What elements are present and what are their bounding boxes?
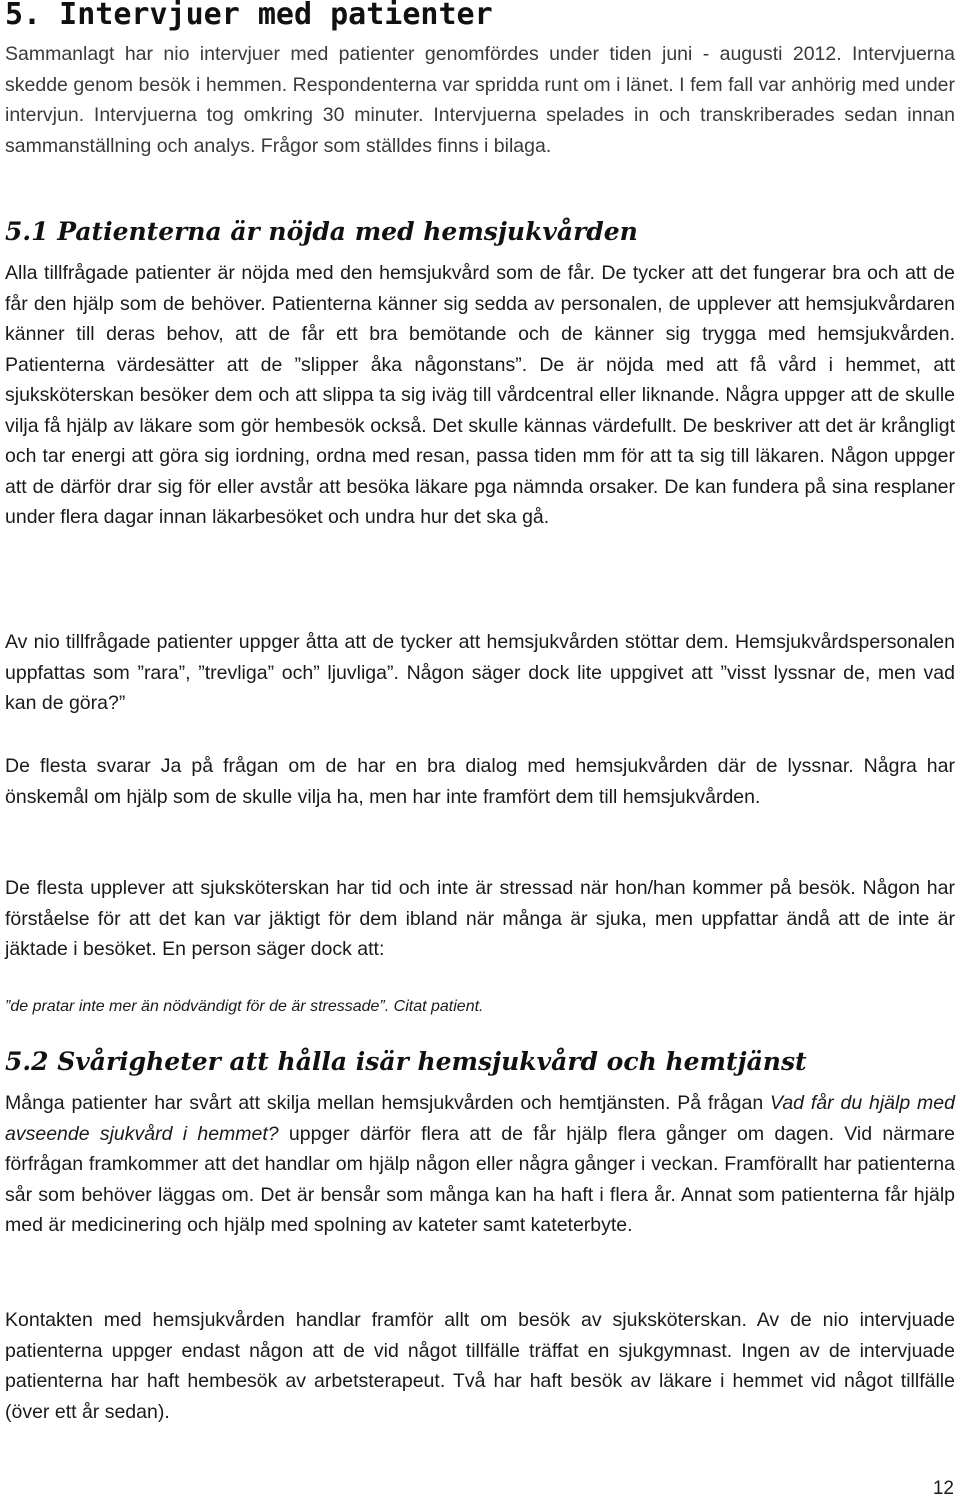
- section-5-1-paragraph-4: De flesta upplever att sjuksköterskan har tid och inte är stressad när hon/han kommer på besök. Någon har förståelse för att det kan var jäktigt för dem ibland när många är sjuka, men uppfattar ändå att de inte är jäktade i besöket. En person säger dock att:: [5, 877, 955, 960]
- paragraph-text: uppger därför flera att de får hjälp flera gånger om dagen. Vid närmare förfrågan framkommer att det handlar om hjälp någon eller några gånger i veckan. Framförallt har patienterna sår som behöver läggas om. Det är bensår som många kan ha haft i flera år. Annat som patienterna får hjälp med är medicinering och hjälp med spolning av kateter samt kateterbyte.: [5, 1122, 955, 1236]
- section-5-1-paragraph-3: De flesta svarar Ja på frågan om de har en bra dialog med hemsjukvården där de lyssnar. Några har önskemål om hjälp som de skulle vilja ha, men har inte framfört dem till hemsjukvården.: [5, 755, 955, 808]
- section-heading-5-1: 5.1 Patienterna är nöjda med hemsjukvården: [5, 217, 638, 246]
- section-5-1-paragraph-2: Av nio tillfrågade patienter uppger åtta att de tycker att hemsjukvården stöttar dem. Hemsjukvårdspersonalen uppfattas som ”rara”, ”trevliga” och” ljuvliga”. Någon säger dock lite uppgivet att ”visst lyssnar de, men vad kan de göra?”: [5, 631, 955, 714]
- section-5-2-paragraph-1: [5, 1088, 955, 1241]
- paragraph-text: Många patienter har svårt att skilja mellan hemsjukvården och hemtjänsten. På frågan: [5, 1092, 771, 1114]
- section-heading-5-2: 5.2 Svårigheter att hålla isär hemsjukvård och hemtjänst: [5, 1047, 807, 1076]
- section-5-2-paragraph-2: Kontakten med hemsjukvården handlar framför allt om besök av sjuksköterskan. Av de nio intervjuade patienterna uppger endast någon att de vid något tillfälle träffat en sjukgymnast. Ingen av de intervjuade patienterna har haft hembesök av arbetsterapeut. Två har haft besök av läkare i hemmet vid något tillfälle (över ett år sedan).: [5, 1309, 955, 1423]
- patient-quote: ”de pratar inte mer än nödvändigt för de är stressade”. Citat patient.: [5, 998, 484, 1015]
- section-5-1-paragraph-1: Alla tillfrågade patienter är nöjda med den hemsjukvård som de får. De tycker att det fungerar bra och att de får den hjälp som de behöver. Patienterna känner sig sedda av personalen, de upplever att hemsjukvårdaren känner till deras behov, att de får ett bra bemötande och de känner sig trygga med hemsjukvården. Patienterna värdesätter att de ”slipper åka någonstans”. De är nöjda med att få vård i hemmet, att sjuksköterskan besöker dem och att slippa ta sig iväg till vårdcentral eller liknande. Några uppger att de skulle vilja få hjälp av läkare som gör hembesök också. Det skulle kännas värdefullt. De beskriver att det är krångligt och tar energi att göra sig iordning, ordna med resan, passa tiden mm för att ta sig till läkaren. Någon uppger att de därför drar sig för eller avstår att besöka läkare pga nämnda orsaker. De kan fundera på sina resplaner under flera dagar innan läkarbesöket och undra hur det ska gå.: [5, 262, 955, 528]
- page-number: 12: [932, 1478, 954, 1499]
- intro-paragraph: Sammanlagt har nio intervjuer med patienter genomfördes under tiden juni - augusti 2012. Intervjuerna skedde genom besök i hemmen. Respondenterna var spridda runt om i länet. I fem fall var anhörig med under intervjun. Intervjuerna tog omkring 30 minuter. Intervjuerna spelades in och transkriberades sedan innan sammanställning och analys. Frågor som ställdes finns i bilaga.: [5, 43, 955, 157]
- interview-question: Vad får du hjälp med avseende sjukvård i hemmet?: [5, 1092, 955, 1145]
- chapter-heading: 5. Intervjuer med patienter: [5, 0, 493, 32]
